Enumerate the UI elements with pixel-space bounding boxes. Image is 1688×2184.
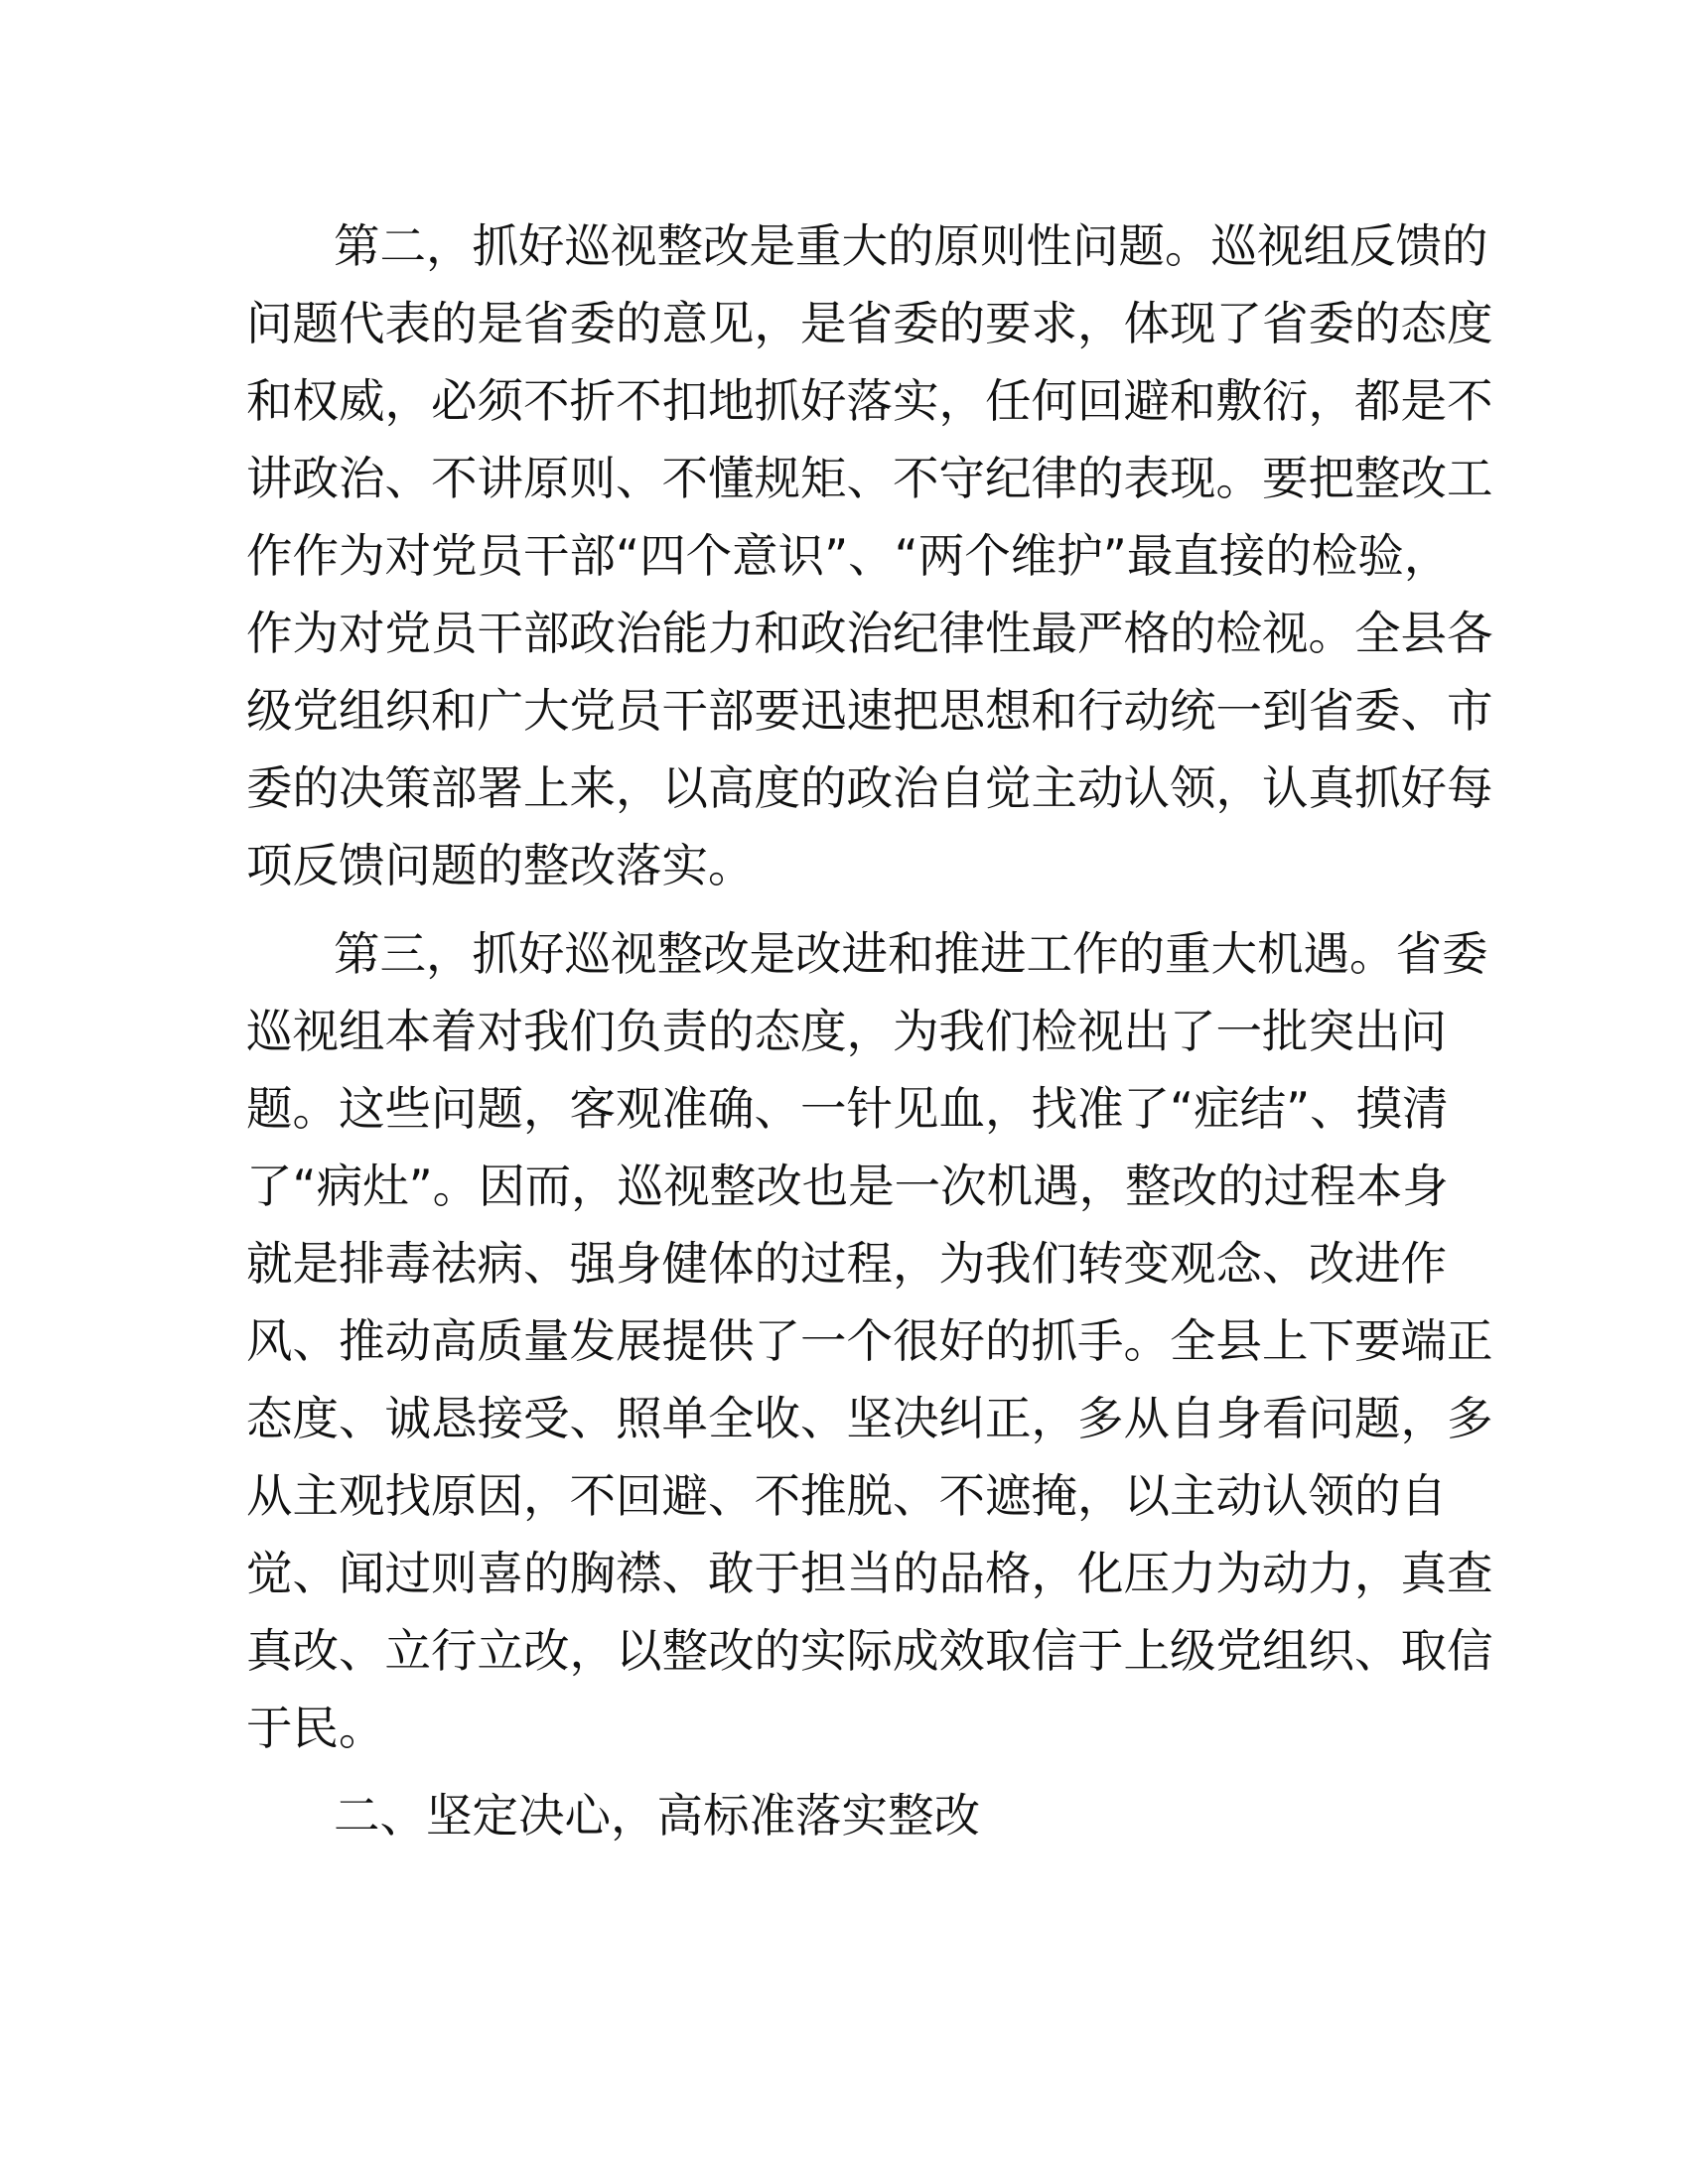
section-heading: 二、坚定决心，高标准落实整改 bbox=[334, 1789, 980, 1843]
text-line: 作为对党员干部政治能力和政治纪律性最严格的检视。全县各 bbox=[246, 607, 1493, 660]
text-line: 级党组织和广大党员干部要迅速把思想和行动统一到省委、市 bbox=[246, 684, 1493, 738]
text-line: 讲政治、不讲原则、不懂规矩、不守纪律的表现。要把整改工 bbox=[246, 452, 1493, 505]
text-line: 和权威，必须不折不扣地抓好落实，任何回避和敷衍，都是不 bbox=[246, 374, 1493, 428]
text-line: 问题代表的是省委的意见，是省委的要求，体现了省委的态度 bbox=[246, 297, 1493, 350]
text-line: 于民。 bbox=[246, 1702, 385, 1755]
text-line: 从主观找原因，不回避、不推脱、不遮掩，以主动认领的自 bbox=[246, 1469, 1447, 1523]
text-line: 作作为对党员干部“四个意识”、“两个维护”最直接的检验， bbox=[246, 529, 1451, 583]
text-line: 了“病灶”。因而，巡视整改也是一次机遇，整改的过程本身 bbox=[246, 1160, 1449, 1213]
text-line: 就是排毒祛病、强身健体的过程，为我们转变观念、改进作 bbox=[246, 1237, 1447, 1291]
text-line: 第三，抓好巡视整改是改进和推进工作的重大机遇。省委 bbox=[334, 927, 1488, 981]
text-line: 态度、诚恳接受、照单全收、坚决纠正，多从自身看问题，多 bbox=[246, 1392, 1493, 1445]
text-line: 委的决策部署上来，以高度的政治自觉主动认领，认真抓好每 bbox=[246, 761, 1493, 815]
text-line: 题。这些问题，客观准确、一针见血，找准了“症结”、摸清 bbox=[246, 1082, 1449, 1136]
text-line: 真改、立行立改，以整改的实际成效取信于上级党组织、取信 bbox=[246, 1624, 1493, 1678]
text-line: 觉、闻过则喜的胸襟、敢于担当的品格，化压力为动力，真查 bbox=[246, 1547, 1493, 1600]
text-line: 第二，抓好巡视整改是重大的原则性问题。巡视组反馈的 bbox=[334, 219, 1488, 273]
text-line: 项反馈问题的整改落实。 bbox=[246, 839, 755, 892]
text-line: 风、推动高质量发展提供了一个很好的抓手。全县上下要端正 bbox=[246, 1314, 1493, 1368]
text-line: 巡视组本着对我们负责的态度，为我们检视出了一批突出问 bbox=[246, 1005, 1447, 1058]
